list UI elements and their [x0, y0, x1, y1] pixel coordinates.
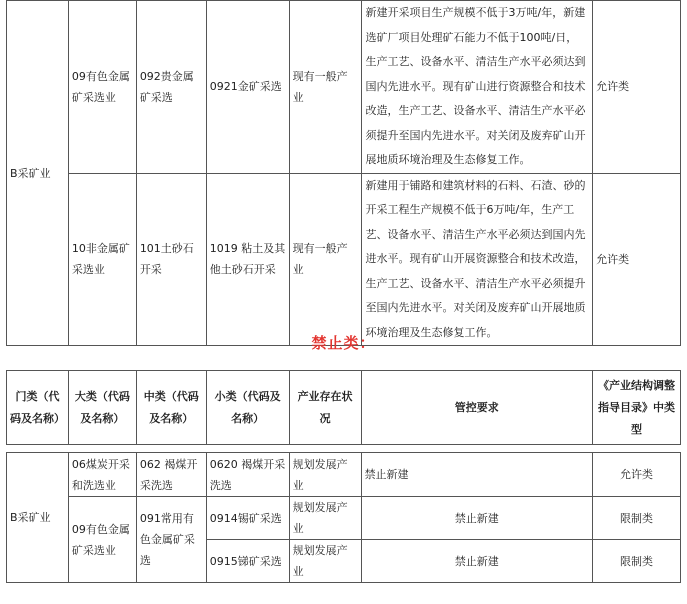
da-cell: 06煤炭开采和洗选业: [68, 453, 136, 497]
section-heading: 禁止类：: [311, 334, 376, 352]
zhong-cell: 101土砂石开采: [136, 173, 206, 346]
status-cell: 规划发展产业: [289, 453, 361, 497]
header-requirement: 管控要求: [361, 371, 593, 445]
header-type: 《产业结构调整指导目录》中类型: [593, 371, 681, 445]
table-row: [7, 497, 681, 540]
men-cell: B采矿业: [7, 453, 69, 583]
status-cell: 规划发展产业: [289, 540, 361, 583]
table-row: [7, 1, 681, 174]
header-da: 大类（代码及名称）: [68, 371, 136, 445]
spacer-row: [7, 445, 681, 453]
status-cell: 规划发展产业: [289, 497, 361, 540]
requirement-cell: 禁止新建: [361, 497, 593, 540]
xiao-cell: 0921金矿采选: [206, 1, 289, 174]
da-cell: 09有色金属矿采选业: [68, 1, 136, 174]
type-cell: 允许类: [593, 173, 681, 346]
status-cell: 现有一般产业: [289, 1, 361, 174]
zhong-cell: 091常用有色金属矿采选: [136, 497, 206, 583]
xiao-cell: 0620 褐煤开采洗选: [206, 453, 289, 497]
header-row: [7, 371, 681, 445]
type-cell: 允许类: [593, 1, 681, 174]
top-table: [6, 0, 681, 346]
table-row: [7, 173, 681, 346]
requirement-cell: 新建用于铺路和建筑材料的石料、石渣、砂的开采工程生产规模不低于6万吨/年，生产工艺、设备水平、清洁生产水平必须达到国内先进水平。现有矿山开展资源整合和技术改造，生产工艺、设备水平、清洁生产水平必须提升至国内先进水平。对关闭及废弃矿山开展地质环境治理及生态修复工作。: [361, 173, 593, 346]
type-cell: 限制类: [593, 540, 681, 583]
status-cell: 现有一般产业: [289, 173, 361, 346]
men-cell: B采矿业: [7, 1, 69, 346]
requirement-cell: 禁止新建: [361, 453, 593, 497]
requirement-cell: 禁止新建: [361, 540, 593, 583]
header-status: 产业存在状况: [289, 371, 361, 445]
table-row: [7, 453, 681, 497]
da-cell: 09有色金属矿采选业: [68, 497, 136, 583]
xiao-cell: 1019 粘土及其他土砂石开采: [206, 173, 289, 346]
type-cell: 限制类: [593, 497, 681, 540]
header-men: 门类（代码及名称）: [7, 371, 69, 445]
da-cell: 10非金属矿采选业: [68, 173, 136, 346]
zhong-cell: 062 褐煤开采洗选: [136, 453, 206, 497]
zhong-cell: 092贵金属矿采选: [136, 1, 206, 174]
bottom-table: [6, 370, 681, 583]
type-cell: 允许类: [593, 453, 681, 497]
requirement-cell: 新建开采项目生产规模不低于3万吨/年，新建选矿厂项目处理矿石能力不低于100吨/日，生产工艺、设备水平、清洁生产水平必须达到国内先进水平。现有矿山进行资源整合和技术改造，生产工艺、设备水平、清洁生产水平必须提升至国内先进水平。对关闭及废弃矿山开展地质环境治理及生态修复工作。: [361, 1, 593, 174]
xiao-cell: 0915锑矿采选: [206, 540, 289, 583]
header-xiao: 小类（代码及名称）: [206, 371, 289, 445]
xiao-cell: 0914锡矿采选: [206, 497, 289, 540]
header-zhong: 中类（代码及名称）: [136, 371, 206, 445]
